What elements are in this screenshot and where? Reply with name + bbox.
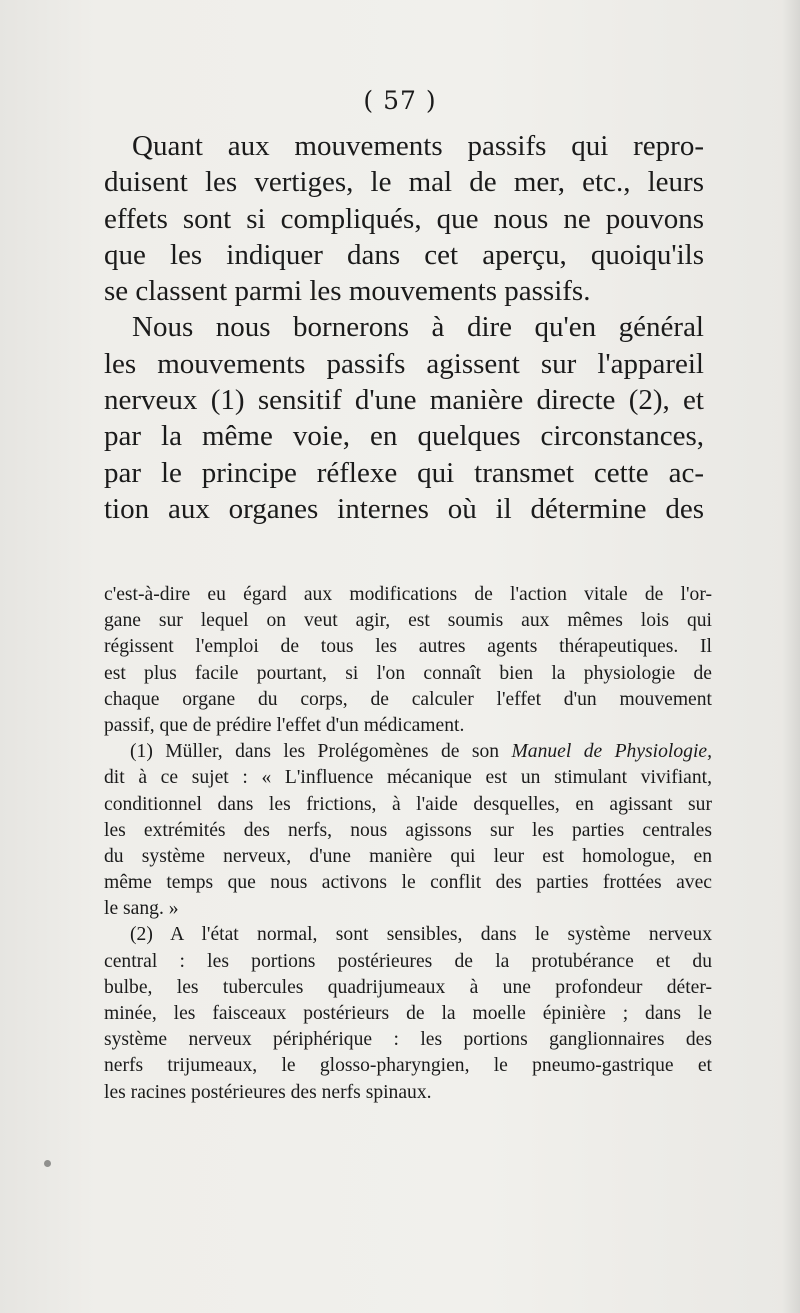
text-line: par le principe réflexe qui transmet cette ac- (104, 456, 704, 489)
text-line: se classent parmi les mouvements passifs. (104, 275, 591, 308)
footnote-line: est plus facile pourtant, si l'on connaît bien la physiologie de (104, 662, 712, 684)
footnote-line: conditionnel dans les frictions, à l'aide desquelles, en agissant sur (104, 793, 712, 815)
footnote-line: minée, les faisceaux postérieurs de la moelle épinière ; dans le (104, 1003, 712, 1024)
page-number: ( 57 ) (363, 86, 437, 115)
footnote-1-first-line (104, 739, 712, 765)
page-edge-shadow (782, 0, 800, 1313)
footnotes (104, 582, 712, 1106)
footnote-line: du système nerveux, d'une manière qui leur est homologue, en (104, 845, 712, 867)
text-line: duisent les vertiges, le mal de mer, etc., leurs (104, 166, 704, 199)
text-line: effets sont si compliqués, que nous ne pouvons (104, 202, 704, 235)
footnote-line: dit à ce sujet : « L'influence mécanique est un stimulant vivifiant, (104, 767, 712, 789)
text-line: les mouvements passifs agissent sur l'appareil (104, 347, 704, 380)
footnote-line: gane sur lequel on veut agir, est soumis aux mêmes lois qui (104, 610, 712, 632)
footnote-line: les extrémités des nerfs, nous agissons sur les parties centrales (104, 819, 712, 841)
footnote-line: (2) A l'état normal, sont sensibles, dans le système nerveux (130, 924, 712, 946)
footnote-line: système nerveux périphérique : les portions ganglionnaires des (104, 1029, 712, 1051)
footnote-line: régissent l'emploi de tous les autres agents thérapeutiques. Il (104, 636, 712, 658)
footnote-line: central : les portions postérieures de la protubérance et du (104, 950, 712, 972)
book-title-italic: Manuel de Physiologie, (511, 741, 712, 763)
footnote-line: chaque organe du corps, de calculer l'effet d'un mouvement (104, 688, 712, 710)
text-line: tion aux organes internes où il détermine des (104, 492, 704, 525)
main-paragraphs (104, 128, 704, 527)
text-line: que les indiquer dans cet aperçu, quoiqu'ils (104, 238, 704, 271)
footnote-line: passif, que de prédire l'effet d'un médicament. (104, 714, 465, 736)
text-line: Quant aux mouvements passifs qui repro- (132, 130, 704, 162)
text-line: Nous nous bornerons à dire qu'en général (132, 311, 704, 344)
text-line: par la même voie, en quelques circonstances, (104, 420, 704, 453)
footnote-line: nerfs trijumeaux, le glosso-pharyngien, le pneumo-gastrique et (104, 1055, 712, 1077)
footnote-line: le sang. » (104, 898, 179, 920)
ink-speck (44, 1160, 51, 1167)
footnote-line: les racines postérieures des nerfs spinaux. (104, 1081, 432, 1103)
footnote-line: même temps que nous activons le conflit des parties frottées avec (104, 872, 712, 894)
footnote-line: bulbe, les tubercules quadrijumeaux à une profondeur déter- (104, 976, 712, 998)
text-line: nerveux (1) sensitif d'une manière directe (2), et (104, 384, 704, 417)
footnote-line: c'est-à-dire eu égard aux modifications de l'action vitale de l'or- (104, 584, 712, 605)
footnote-1-lead: (1) Müller, dans les Prolégomènes de son (130, 741, 512, 763)
